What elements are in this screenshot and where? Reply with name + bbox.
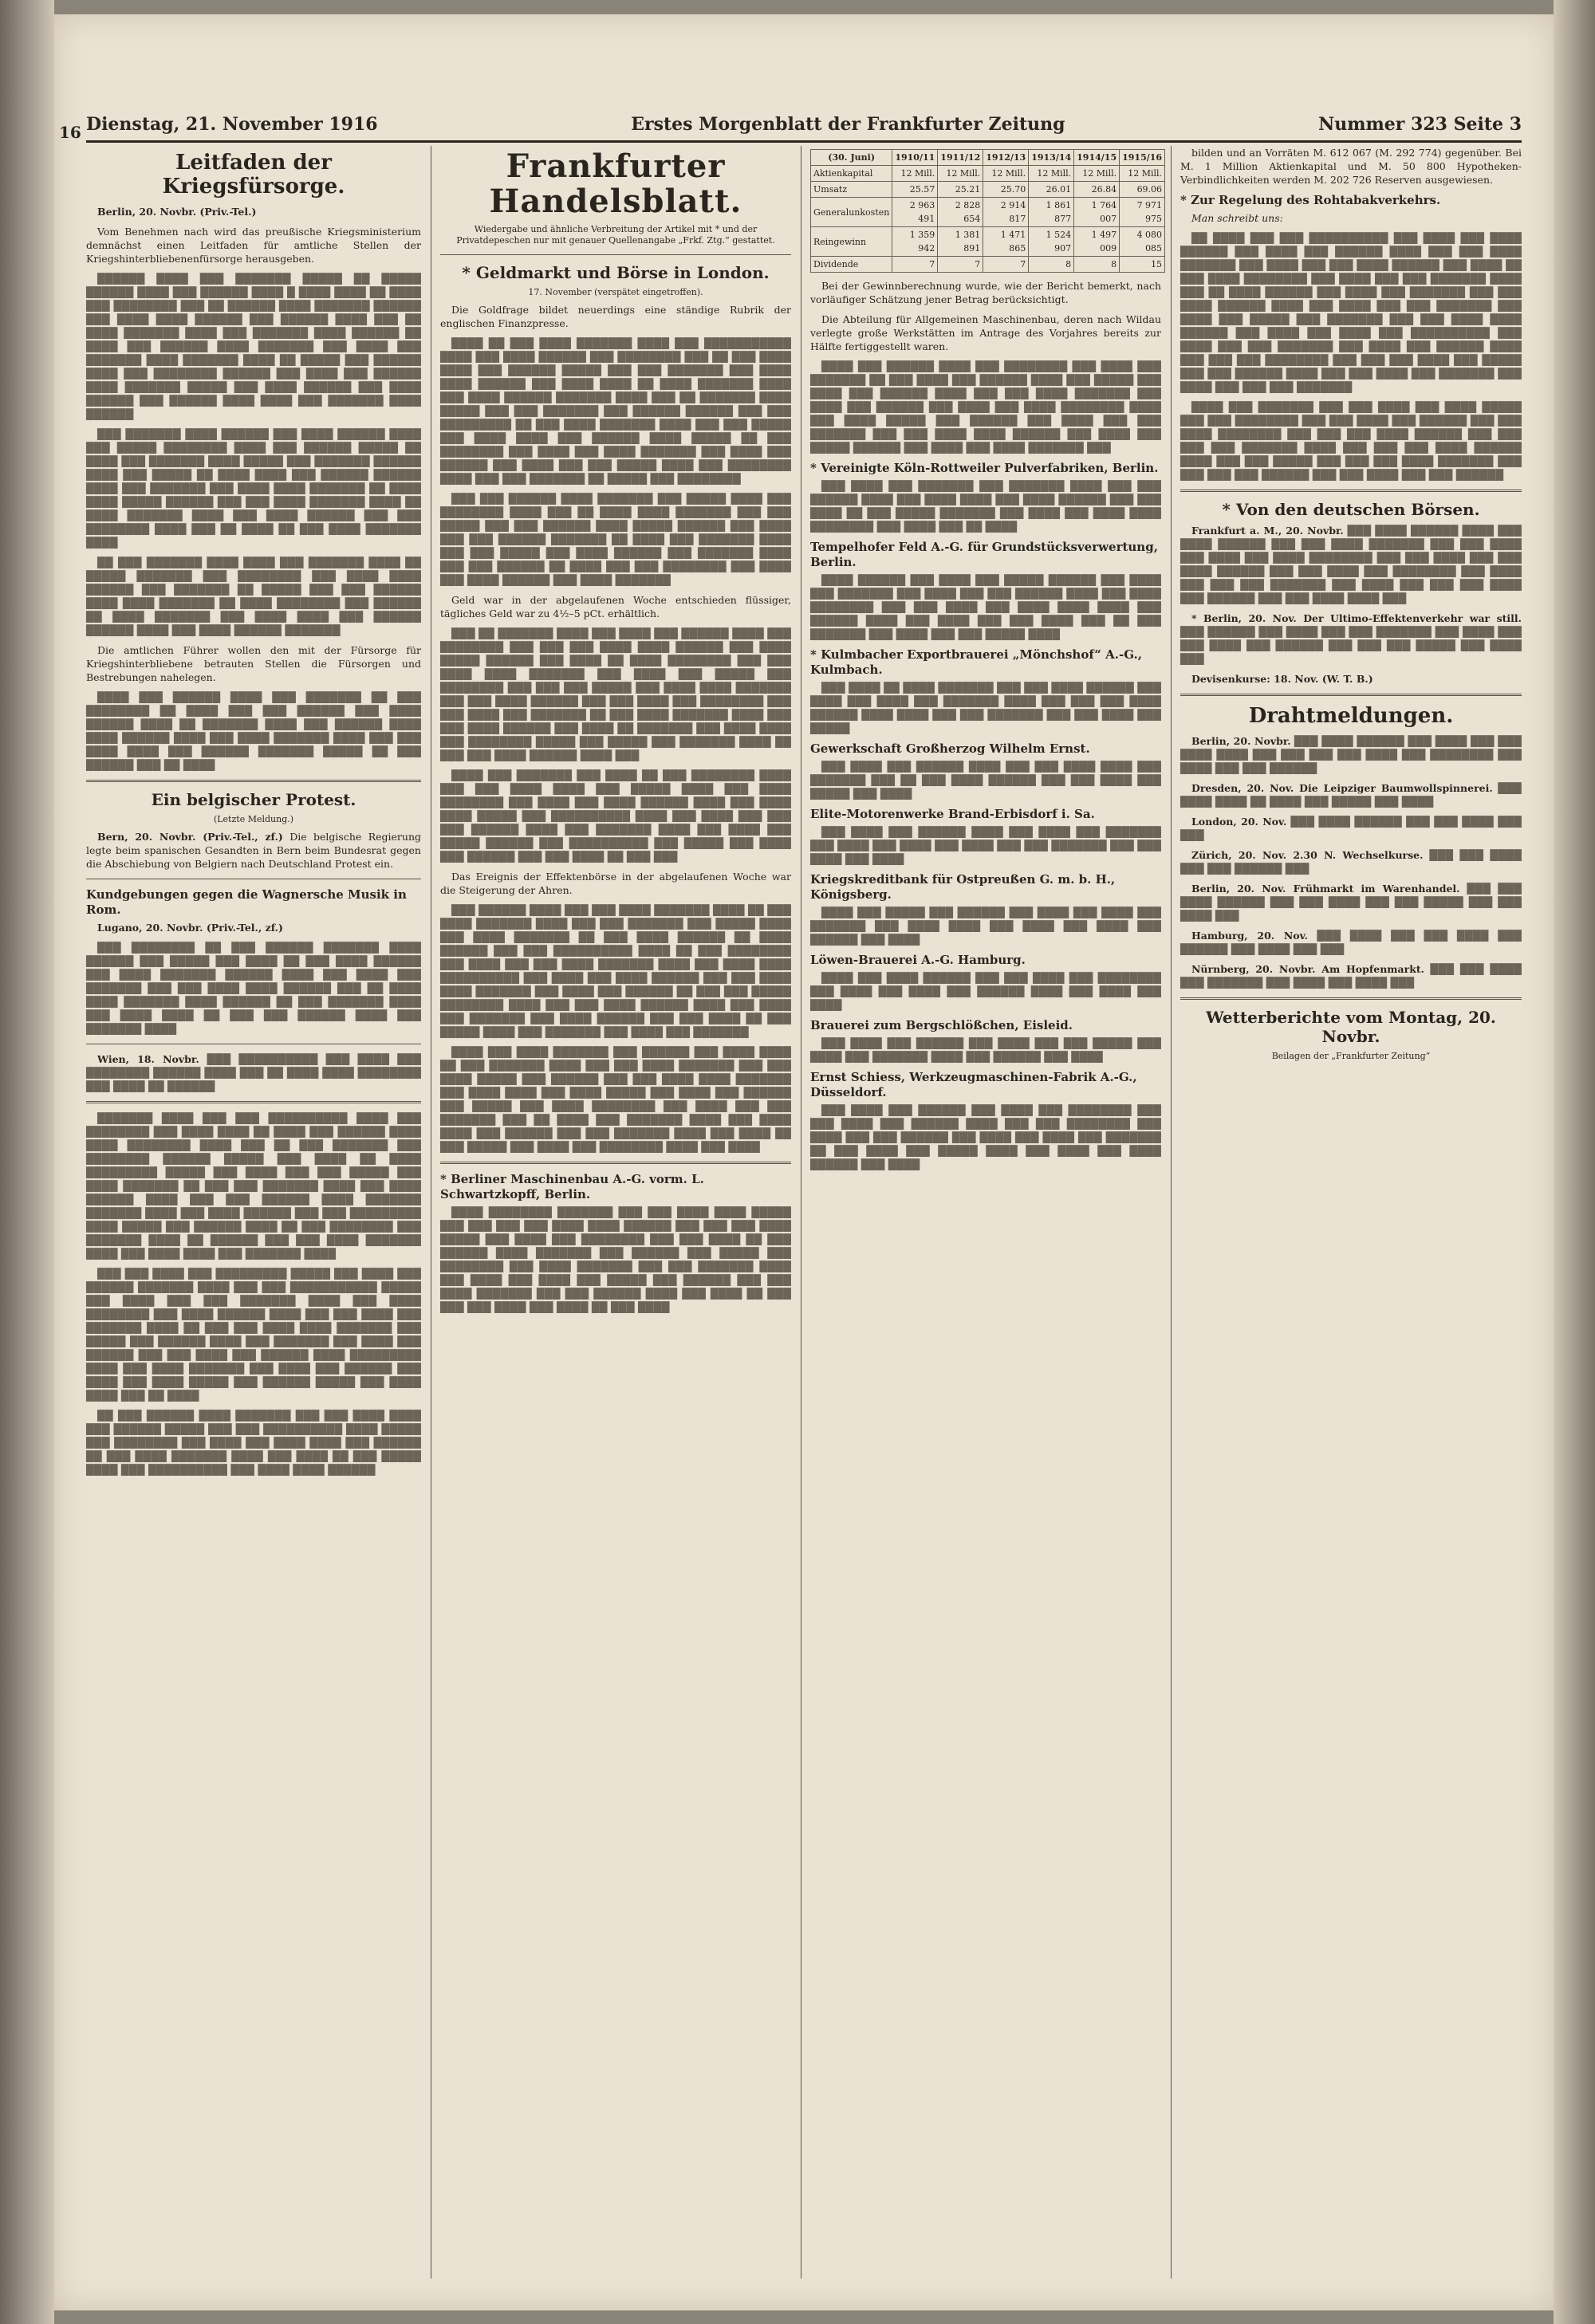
text-block: ████ ████████ ███████ ███ ███ ████ ████ █████ ███ ███ ███ ███ ████ ████ ██████ ███ ███ ███ ████ █████ ███ ████ ███ ████████ ███ ███ ████ ██ ███ ██████ ████ ███████ ███ ██████ ███ █████ ███ ████████ ███ ████ ███████ ███ ███ ███████ ████ ███ ████ ███ ████ ███ █████ ███ ██████ ███ ███ ████ ███████ ███ ███ ██████ ████ ███ ████ ██ ███ ███ ███ ████ ███ ████ ██ ███ ████ — [440, 1206, 791, 1313]
article-paragraph: Die Abteilung für Allgemeinen Maschinenbau, deren nach Wildau verlegte große Werkstätten im Antrage des Vorjahres bereits zur Hälfte fertiggestellt waren. — [810, 313, 1161, 352]
table-header-row — [811, 150, 1165, 166]
dateline: Wien, 18. Novbr. — [97, 1053, 199, 1065]
article-paragraph: Bei der Gewinnberechnung wurde, wie der Bericht bemerkt, nach vorläufiger Schätzung jener Betrag berücksichtigt. — [810, 280, 1161, 305]
text-block: ████ ███ ████ ██████ ███ ███ ████ ███ ████████ ███ ████ ███ ████ ███ ██████ ████ ███ ████ ███ ████ — [810, 972, 1161, 1011]
column-3 — [810, 146, 1161, 1178]
text-block: ████ ███ ██████ ████ ███ ███████ ██ ███ ████████ ██ ████ ███ ███ ██████ ███ ████ ██████ ████ ██ ███████ ████ ███ ██████ ████ ████ ██████ ████ ███ ████ ███████ ████ ███ ███ ████ ████ ███ ██████ ███████ █████ ██ ███ ██████ ███ ██ ████ — [86, 691, 421, 771]
table-cell: 1 359 942 — [892, 227, 938, 257]
headline-koeln-rottweiler: * Vereinigte Köln-Rottweiler Pulverfabriken, Berlin. — [810, 461, 1159, 475]
table-cell: 69.06 — [1120, 182, 1165, 198]
table-cell: 2 963 491 — [892, 198, 938, 227]
text-block: ███ ████ ███ ██████ ████ ███ ████ ███ ███████ ███ ████ ███ ████ ███ ████ ███ ███ ███████ ███ ███ ████ ███ ████ — [810, 826, 1161, 865]
table-header-cell: (30. Juni) — [811, 150, 892, 166]
table-cell: 1 764 007 — [1074, 198, 1120, 227]
table-cell: 1 524 907 — [1029, 227, 1074, 257]
table-row — [811, 227, 1165, 257]
headline-bergschloesschen: Brauerei zum Bergschlößchen, Eisleid. — [810, 1018, 1073, 1032]
table-cell: Umsatz — [811, 182, 892, 198]
table-cell: 12 Mill. — [1120, 166, 1165, 182]
masthead-number: Nummer 323 Seite 3 — [1318, 114, 1522, 135]
article-paragraph: bilden und an Vorräten M. 612 067 (M. 292 774) gegenüber. Bei M. 1 Million Aktienkapital und M. 50 800 Hypotheken-Verbindlichkeiten werden M. 202 726 Reserven ausgewiesen. — [1180, 147, 1522, 186]
headline-kriegskreditbank: Kriegskreditbank für Ostpreußen G. m. b. H., Königsberg. — [810, 872, 1116, 902]
text-block: ███ ████████ ██ ███ ██████ ███████ ████ ██████ ███ █████ ███ ████ ██ ███ ████ ██████ ███ ████ ███████ ██████ ████ ███ ████ ███ ███████ ███ ███ ████ ████ ██████ ███ ██ ████ ████ ███████ ████ ██████ ██ ███ ███████ ████ ███ ████ ████ ██ ███ ███ ██████ ████ ███ ███████ ████ — [86, 942, 421, 1035]
table-cell: 12 Mill. — [1074, 166, 1120, 182]
headline-tempelhofer-feld: Tempelhofer Feld A.-G. für Grundstücksverwertung, Berlin. — [810, 540, 1158, 569]
table-cell: Aktienkapital — [811, 166, 892, 182]
divider — [1180, 694, 1522, 696]
dateline: Nürnberg, 20. Novbr. Am Hopfenmarkt. — [1191, 963, 1424, 975]
table-cell: Generalunkosten — [811, 198, 892, 227]
table-cell: 1 471 865 — [983, 227, 1029, 257]
column-1: Leitfaden der Kriegsfürsorge. Berlin, 20. Novbr. (Priv.-Tel.) Vom Benehmen nach wird das preußische Kriegsministerium demnächst einen Leitfaden für amtliche Stellen der Kriegshinterbliebenenfürsorge herausgeben. ██████ ████ ███ ███████ █████ ██ █████ ██████ ████ ███ ██████ ████ █ ████ ████ ██ ████ ███ ████████ ███ ██ ██████ ████ ███████ ██████ ███ ████ ████ ██████ ███ ██████ ████ ███ ██ ████ ███████ ████ ███ ███████ ████ ██████ ██ ████ ███ ██████ ████ ███████ ███ ████ ███ ███████ ████ ███████ ████ ██ █████ ███ ██████ ████ ███ ████████ ██████ ███ ████ ███ ██████ ████ ███████ █████ ███ ████ ██████ ███ ████ ██████ ███ ██████ ████ ████ ███ ███████ ████ ██████ ███ ███████ ████ ██████ ███ ████ ██████ ████ ███ █████ ████████ ████ ███ ██████ █████ ██ ████ ███ ███████ ████ █████ ███ ███████ ██████ ████ ███ █████ ██ ████ ████ ███ ██████ ██████ ████ ███ ███████ ███ ████ ████ ███████ ██ ████ ████ █████ ██████ ███ ███ ████ ███████ ████ ██ ████ ███████ ████ ███ ████ ██████ ███ ███ ████████ ████ ███ ██ ████ ██ ███ ████ ███████ ████ ██ ███ ███████ ████ ████ ███ ███████ ████ ██ █████ ███████ ███ ████████ ███ ████ ████ ██████ ███ ███████ ██ █████ ███ ███ ██████ ████ ████ ███████ ██ ████ ████████ ███ ██████ ██ ████ ███████ ███ ████ ████ ███ ██████ ██████ ████ ███ ████ ██████ ███████ Die amtlichen Führer wollen den mit der Fürsorge für Kriegshinterbliebene betrauten Stellen die Fürsorgen und Bestrebungen nahelegen. ████ ███ ██████ ████ ███ ███████ ██ ███ ████████ ██ ████ ███ ███ ██████ ███ ████ ██████ ████ ██ ███████ ████ ███ ██████ ████ ████ ██████ ████ ███ ████ ███████ ████ ███ ███ ████ ████ ███ ██████ ███████ █████ ██ ███ ██████ ███ ██ ████ Ein belgischer Protest. (Letzte Meldung.) Bern, 20. Novbr. (Priv.-Tel., zf.) Die belgische Regierung legte beim spanischen Gesandten in Bern beim Bundesrat gegen die Abschiebung von Belgiern nach Deutschland Protest ein. Kundgebungen gegen die Wagnersche Musik in Rom. Lugano, 20. Novbr. (Priv.-Tel., zf.) ███ ████████ ██ ███ ██████ ███████ ████ ██████ ███ █████ ███ ████ ██ ███ ████ ██████ ███ ████ ███████ ██████ ████ ███ ████ ███ ███████ ███ ███ ████ ████ ██████ ███ ██ ████ ████ ███████ ████ ██████ ██ ███ ███████ ████ ███ ████ ████ ██ ███ ███ ██████ ████ ███ ███████ ████ Wien, 18. Novbr. ███ ██████████ ███ ████ ███ ████████ ██████ ████ ███ ██ ████ ████ ████████ ███ ████ ██ ██████ ███████ ████ ███ ███ ██████████ ████ ███ ████████ ███ ████ ████ ██ ████ ███ ██████ ████ ████ ████████ ████ ███ ██ ███ ███████ ███ ████████ ██████ █████ ███ ████ ██ ████ █████████ █████ ███ ████ ███ ███ █████ ███ ████ ███████ ██ ███ ███ ███████ ████ ███ ████ ██████ ████ ███ ███ ██████ ████ ███████ ███████ ████ ███ ████ ██████ ███ ███ █████████ ████ █████ ███ ██████ ████ ██ ███ ████████ ███ ███████ ████ ██ ██████ ███ ███ ████ ███████ ████ ███ ████ ████ ███ ███████ ████ ███ ███ ████ ███ █████████ █████ ███ ████ ███ ██████ ███████ ████ ███ ███ ███████████ █████ ███ ████ ███ ███ ███████ ████ ███ ████ ████████ ███ ████ ██████ ████ ███ ███ ████ ███ ███████ ████ ██ ███ ███ ████ ████ ███████ ███ █████ ███ ██████ ████ ███ ███████ ███ ████ ███ ██████ ███ ███ ████ ███ ██████ ████ █████████ ████ ███ ████ ███████ ███ ████ ███ ██████ ███ ████ ███ ████ █████ ███ ██████ █████ ███ ████ ████ ███ ██ ████ ██ ███ ██████ ████ ███████ ███ ███ ████ ████ ███ ██████ █████ ███ ███ ██████████ ████ █████ ███ ████████ ███ ████ ███ ████ ████ ███ ██████ ██ ███ ████ ███████ ████ ███ ████ ██ ███ █████ ████ ███ ██████████ ███ ████ ████ ██████ — [86, 151, 421, 1476]
table-header-cell: 1912/13 — [983, 150, 1029, 166]
table-cell: 4 080 085 — [1120, 227, 1165, 257]
text-block: ████ ███ ██████ ████ ███ ████████ ███ ████ ███ ███████ ██ ███ ████ ███ ██████ ████ ███ █████ ███ ████ ███ ██████ ████ ███ ███ ████ ███████ ███ ████ ███ ██████ ███ ████ ███ ████ ████████ ████ ███ ████ █████ ███ ██████ ███ ████ ███ ███ ███████ ███ ███ ████ ████ ██████ ███ ████ ███ █████ ██████ ███ ████ ███ ████ ███████ ███ — [810, 360, 1161, 454]
text-block: ███ ██ ███████ ████ ███ ████ ███ ██████ ████ ███ ████████ ███ ███ ███ ████ ████ ██████ ███ ████ █████ ██████ ███ ████ ██ ████ ████████ ███ ███ ████ ████ ███████ ███ ████ ███ █████ ███ ████████ ███ ███ ███ █████ ███ ████ ████ ███████ ███ ███ ████ ██████ ███ ███ ████ ███ ████████ ███ ███ ████ ███ ███████ ██ ███ ████ ███████ ████ ███ ███ ████ ██████ ███ ████ ██ ███████ ███ ████ ████ ███ ████████ █████ ███ █████ ███ ███████ ████ ██ ███ ███ ████ ██████ ████ ███ — [440, 627, 791, 761]
table-cell: 12 Mill. — [892, 166, 938, 182]
headline-loewen-brauerei: Löwen-Brauerei A.-G. Hamburg. — [810, 953, 1026, 967]
text-block: ████ ███ ████ ███████ ███ ██████ ███ ████ ████ ██ ███ ███████ ████ ███ ███ ████ ███████ ███ ███ ████ █████ ███ ██████ ███ ███ ████ ████ ███████ ███ ████ ████ ███ ████ █████ ███ ████ ███ ██████ ███ █████ ███ ████ ████████ ███ ████ ███ ███ ███████ ███ ██ ████ ███ ███████ ████ ███ ████ ████ ███ ██████ ███ ███ ███████ ████ ███ ████ ██ ███ █████ ███ ████ ███ ████████ ████ ███ ████ — [440, 1046, 791, 1153]
divider — [1180, 490, 1522, 492]
headline-elite-motorenwerke: Elite-Motorenwerke Brand-Erbisdorf i. Sa. — [810, 807, 1095, 821]
headline-grossherzog: Gewerkschaft Großherzog Wilhelm Ernst. — [810, 741, 1090, 756]
table-cell: 7 — [938, 257, 983, 273]
dateline: Berlin, 20. Nov. Frühmarkt im Warenhandel. — [1191, 883, 1460, 895]
text-block: ██ ███ ██████ ████ ███████ ███ ███ ████ ████ ███ ██████ █████ ███ ███ ██████████ ████ █████ ███ ████████ ███ ████ ███ ████ ████ ███ ██████ ██ ███ ████ ███████ ████ ███ ████ ██ ███ █████ ████ ███ ██████████ ███ ████ ████ ██████ — [86, 1410, 421, 1476]
table-row — [811, 182, 1165, 198]
headline-handelsblatt: Frankfurter Handelsblatt. — [489, 147, 742, 220]
headline-rohtabak: * Zur Regelung des Rohtabakverkehrs. — [1180, 193, 1441, 207]
text-block: ███████ ████ ███ ███ ██████████ ████ ███ ████████ ███ ████ ████ ██ ████ ███ ██████ ████ ████ ████████ ████ ███ ██ ███ ███████ ███ ████████ ██████ █████ ███ ████ ██ ████ █████████ █████ ███ ████ ███ ███ █████ ███ ████ ███████ ██ ███ ███ ███████ ████ ███ ████ ██████ ████ ███ ███ ██████ ████ ███████ ███████ ████ ███ ████ ██████ ███ ███ █████████ ████ █████ ███ ██████ ████ ██ ███ ████████ ███ ███████ ████ ██ ██████ ███ ███ ████ ███████ ████ ███ ████ ████ ███ ███████ ████ — [86, 1112, 421, 1260]
dateline: Zürich, 20. Nov. 2.30 N. Wechselkurse. — [1191, 849, 1424, 861]
headline-kulmbacher: * Kulmbacher Exportbrauerei „Mönchshof“ A.-G., Kulmbach. — [810, 647, 1142, 677]
devisen-label: Devisenkurse: 18. Nov. (W. T. B.) — [1191, 673, 1373, 685]
headline-ernst-schiess: Ernst Schiess, Werkzeugmaschinen-Fabrik A.-G., Düsseldorf. — [810, 1070, 1137, 1099]
table-cell: Dividende — [811, 257, 892, 273]
table-cell: 2 914 817 — [983, 198, 1029, 227]
table-cell: 15 — [1120, 257, 1165, 273]
table-cell: 12 Mill. — [938, 166, 983, 182]
text-block: ███ ████ ███ ██████ ███ ████ ███ ████████ ███ ███ ████ ███ ██████ ████ ███ ███ ████████ ███ ████ ███ ███ ██████ ███ ████ ███ ████ ███ ███████ ██ ███ ████ ███ █████ ████ ███ ████ ███ ████ ██████ ███ ████ — [810, 1104, 1161, 1170]
dateline: Berlin, 20. Novbr. — [1191, 735, 1291, 747]
table-header-cell: 1911/12 — [938, 150, 983, 166]
masthead-date: Dienstag, 21. November 1916 — [86, 114, 378, 135]
subheading: (Letzte Meldung.) — [213, 814, 294, 824]
table-header-cell: 1913/14 — [1029, 150, 1074, 166]
divider — [86, 780, 421, 782]
text-block: ███ ██████ ████ ███ ███ ████ ███████ ████ ██ ███ ████ ███████ ████ ███ ███ ███████ ███ █████ ████ ███ ████ ███████ ██ ███ ████ ██████ ██ ████ ██████ ███ ███ ██████████ ████ ██ ███ ████████ ███ ████ ███ ███ ████ ███████ ████ ███ ████ ████ ██████████ ███ ████ ███ ████ ██████ ███ ███ ████ ████ ███████ ███ ████ ███ ██████ ██ ███ ███ █████ ████████ ████ ███ ███ ████ ██████ ████ ███ ████ ███ ███████ ███ ████ ██████ ███ ███ ████ ██ ███ █████ ████ ███ ███████ ███ ████ ███ ███████ — [440, 904, 791, 1038]
table-row — [811, 257, 1165, 273]
headline-geldmarkt-london: * Geldmarkt und Börse in London. — [462, 263, 770, 282]
left-page-number: 16 — [59, 123, 81, 142]
headline-wagner-rom: Kundgebungen gegen die Wagnersche Musik in Rom. — [86, 887, 407, 917]
dateline: Frankfurt a. M., 20. Novbr. — [1191, 525, 1344, 537]
table-cell: 8 — [1074, 257, 1120, 273]
headline-belgischer-protest: Ein belgischer Protest. — [151, 790, 356, 809]
table-cell: 25.70 — [983, 182, 1029, 198]
table-cell: 26.84 — [1074, 182, 1120, 198]
table-cell: 8 — [1029, 257, 1074, 273]
divider — [440, 254, 791, 255]
text-block: ████ ███ ███████ ███ ████ ██ ███ ████████ ████ ███ ███ ████ ████ ███ █████ ████ ███ ████ ████████ ███ ████ ███ ████ ██████ ████ ███ ████ ████ █████ ███ ██████████ ████ ███ ████ ███ ███ ███ ██████ ████ ███ ███████ ████ ███ ████ ███ █████ ██████ ███ ██████████ ███ █████ ███ ████ ███ ██████ ███ ███ ████ ██ ███ ███ — [440, 769, 791, 863]
subheading: Beilagen der „Frankfurter Zeitung“ — [1271, 1051, 1431, 1061]
table-cell: 12 Mill. — [983, 166, 1029, 182]
newspaper-page — [54, 14, 1554, 2310]
article-paragraph: Das Ereignis der Effektenbörse in der abgelaufenen Woche war die Steigerung der Ahren. — [440, 871, 791, 896]
column-2 — [440, 146, 791, 1320]
subheading: Man schreibt uns: — [1191, 212, 1283, 224]
article-paragraph: Die amtlichen Führer wollen den mit der Fürsorge für Kriegshinterbliebene betrauten Stellen die Fürsorgen und Bestrebungen nahelegen. — [86, 644, 421, 683]
dateline: Dresden, 20. Nov. Die Leipziger Baumwollspinnerei. — [1191, 782, 1493, 794]
table-header-cell: 1914/15 — [1074, 150, 1120, 166]
table-header-cell: 1910/11 — [892, 150, 938, 166]
table-cell: 1 497 009 — [1074, 227, 1120, 257]
table-cell: 1 861 877 — [1029, 198, 1074, 227]
table-cell: 2 828 654 — [938, 198, 983, 227]
table-header-cell: 1915/16 — [1120, 150, 1165, 166]
article-paragraph: Die belgische Regierung legte beim spanischen Gesandten in Bern beim Bundesrat gegen die Abschiebung von Belgiern nach Deutschland Protest ein. — [86, 831, 421, 870]
financial-table — [810, 149, 1165, 273]
table-cell: 1 381 891 — [938, 227, 983, 257]
headline-schwartzkopff: * Berliner Maschinenbau A.-G. vorm. L. Schwartzkopff, Berlin. — [440, 1172, 704, 1201]
text-block: ██ ████ ███ ███ ██████████ ███ ████ ███ ████ ██████ ███ ████ ███ ██████ ████ ███ ███ ████ ███████ ███ ████ ███ ███ ████ ██████ ███ ████ ██ ███ ████ ████████ ███ ████ ███ ███ ███████ ████ ███ ██ ████ ██████ ███ ████ ███ ███████ ███ ███ ████ ██████ ████ ███ ████ ███ ███ ███████ ███ ████ ███ █████ ███ ███████ ███ ███ ████ ████ ██████ ███ ████ ███ ████ ███ ██████████ ███ ████ ███ ███ ███████ ███ ████ ███ ██████ ████ ███ ███ ███ ████████ ███ ███ ███ ████ ███ █████ ███ ███ ██████ ████ ███ ███ ████ ███ ███████ ███ ████ ███ ███ ███ ███████ — [1180, 232, 1522, 393]
text-block: ███ ███ ██████ ████ ███████ ███ █████ ████ ███ ████████ ████ ███ ██ ████ ████ ███████ ███ ███ █████ ███ ███ ██████ ████ █████ ██████ ███ ████ ███ ███ ██████ ███████ ██ ████ ███ ███████ ████ ███ ███ █████ ███ ████ ██████ ███ ███████ ████ ███ ███ ██████ ██ ████ ███ ███ ████████ ███ ████ ███ ████ ██████ ███ ████ ███████ — [440, 493, 791, 586]
text-block: ██████ ████ ███ ███████ █████ ██ █████ ██████ ████ ███ ██████ ████ █ ████ ████ ██ ████ ███ ████████ ███ ██ ██████ ████ ███████ ██████ ███ ████ ████ ██████ ███ ██████ ████ ███ ██ ████ ███████ ████ ███ ███████ ████ ██████ ██ ████ ███ ██████ ████ ███████ ███ ████ ███ ███████ ████ ███████ ████ ██ █████ ███ ██████ ████ ███ ████████ ██████ ███ ████ ███ ██████ ████ ███████ █████ ███ ████ ██████ ███ ████ ██████ ███ ██████ ████ ████ ███ ███████ ████ ██████ — [86, 273, 421, 420]
text-block: ████ ███ ███████ ███ ███ ████ ███ ████ █████ ███ ███ ████████ ███ ███ ████ ███ ██████ ███ ███ ████ ████████ ███ ███ ███ ████ ██████ ███ ███ ███ ███ ███████ ████ ███ ███ ███ ████ ██████ ████ ███ ███ █████ ███ ███ ███ ████ ███████ ███ ███ ███ ███ ██████ ███ ███ ████ ███ ███ ██████ — [1180, 401, 1522, 481]
dateline: Hamburg, 20. Nov. — [1191, 930, 1309, 942]
article-paragraph: Geld war in der abgelaufenen Woche entschieden flüssiger, tägliches Geld war zu 4½–5 pCt. erhältlich. — [440, 594, 791, 619]
table-cell: 7 — [892, 257, 938, 273]
table-row — [811, 198, 1165, 227]
table-cell: Reingewinn — [811, 227, 892, 257]
text-block: ████ ██████ ███ ████ ███ █████ ██████ ███ ████ ███ ███████ ███ ████ ███ ███ ██████ ████ ███ ████ ████████ ███ ███ ████ ███ ████ ████ ████ ███ ██████ ████ ███ ████ ███ ███ ████ ███ ██ ███ ███████ ███ ████ ███ ███ █████ ████ — [810, 574, 1161, 640]
text-block: ███ ████ ██ ████ ███████ ███ ███ ████ ██████ ███ ████ ███ ████ ███ ███████ ████ ███ ███ ███ ████ ██████ ████ ████ ███ ███ ███████ ███ ███ ████ ███ █████ — [810, 682, 1161, 734]
masthead — [86, 108, 1522, 143]
dateline: Lugano, 20. Novbr. (Priv.-Tel., zf.) — [97, 922, 283, 934]
text-block: ████ ███ █████ ███ ██████ ███ ████ ███ ████ ███ ███████ ███ ████ ████ ███ ████ ███ ████ ███ ██████ ███ ████ — [810, 906, 1161, 946]
table-cell: 12 Mill. — [1029, 166, 1074, 182]
table-cell: 25.21 — [938, 182, 983, 198]
divider — [86, 1101, 421, 1103]
table-cell: 7 971 975 — [1120, 198, 1165, 227]
article-paragraph: Vom Benehmen nach wird das preußische Kriegsministerium demnächst einen Leitfaden für amtliche Stellen der Kriegshinterbliebenenfürsorge herausgeben. — [86, 226, 421, 265]
dateline: London, 20. Nov. — [1191, 816, 1287, 828]
text-block: ███ ███ ████ ███ █████████ █████ ███ ████ ███ ██████ ███████ ████ ███ ███ ███████████ █████ ███ ████ ███ ███ ███████ ████ ███ ████ ████████ ███ ████ ██████ ████ ███ ███ ████ ███ ███████ ████ ██ ███ ███ ████ ████ ███████ ███ █████ ███ ██████ ████ ███ ███████ ███ ████ ███ ██████ ███ ███ ████ ███ ██████ ████ █████████ ████ ███ ████ ███████ ███ ████ ███ ██████ ███ ████ ███ ████ █████ ███ ██████ █████ ███ ████ ████ ███ ██ ████ — [86, 1268, 421, 1402]
dateline: * Berlin, 20. Nov. Der Ultimo-Effektenverkehr war still. — [1191, 612, 1522, 624]
dateline: Bern, 20. Novbr. (Priv.-Tel., zf.) — [97, 831, 283, 843]
masthead-edition: Erstes Morgenblatt der Frankfurter Zeitung — [631, 114, 1065, 135]
text-block: ███ ████ ███ ██████ ████ ███ ███ ████ ████ ███ ███████ ███ ██ ███ ████ ██████ ███ ███ ████ ███ █████ ███ ████ — [810, 761, 1161, 800]
text-block: ██ ███ ███████ ████ ████ ███ ███████ ████ ██ █████ ███████ ███ ████████ ███ ████ ████ ██████ ███ ███████ ██ █████ ███ ███ ██████ ████ ████ ███████ ██ ████ ████████ ███ ██████ ██ ████ ███████ ███ ████ ████ ███ ██████ ██████ ████ ███ ████ ██████ ███████ — [86, 556, 421, 636]
headline-kriegsfuersorge: Leitfaden der Kriegsfürsorge. — [162, 151, 345, 199]
column-rule — [1171, 146, 1172, 2279]
text-block: ███ ████ ███ ██████ ███ ████ ███ ███ █████ ███ ████ ███ ███████ ████ ███ ██████ ███ ████ — [810, 1037, 1161, 1063]
text-block: ████ ██ ███ ████ ███████ ████ ███ ███████████ ████ ███ ████ ██████ ███ ████████ ███ ██ ███ ████ ████ ███ ██████ █████ ███ ███ ███████ ███ ████ ████ ██████ ███ ████ ████ ██ ████ ███████ ████ ███ ████ ██████ ███████ ████ ███ ██ ███████ ████ █████ ███ ███ ███████ ███ ██████ ██████ ███ ███ █████████ ██ ███ ████ ███████ ████ ███ ███ █████ ███ ████ ████ ███ ██████ ████ █████ ██ ███ ████████ ███ ████ ███ ████ ███████ ███ ████ ███ ██████ ███ ████ ███ ███ █████ ████ ███ ████████ ████ ███ ███ ███████ ██ █████ ███ ████████ — [440, 337, 791, 485]
table-cell: 7 — [983, 257, 1029, 273]
section-date: 17. November (verspätet eingetroffen). — [528, 287, 703, 297]
column-4: bilden und an Vorräten M. 612 067 (M. 292 774) gegenüber. Bei M. 1 Million Aktienkapital und M. 50 800 Hypotheken-Verbindlichkeiten werden M. 202 726 Reserven ausgewiesen. * Zur Regelung des Rohtabakverkehrs. Man schreibt uns: ██ ████ ███ ███ ██████████ ███ ████ ███ ████ ██████ ███ ████ ███ ██████ ████ ███ ███ ████ ███████ ███ ████ ███ ███ ████ ██████ ███ ████ ██ ███ ████ ████████ ███ ████ ███ ███ ███████ ████ ███ ██ ████ ██████ ███ ████ ███ ███████ ███ ███ ████ ██████ ████ ███ ████ ███ ███ ███████ ███ ████ ███ █████ ███ ███████ ███ ███ ████ ████ ██████ ███ ████ ███ ████ ███ ██████████ ███ ████ ███ ███ ███████ ███ ████ ███ ██████ ████ ███ ███ ███ ████████ ███ ███ ███ ████ ███ █████ ███ ███ ██████ ████ ███ ███ ████ ███ ███████ ███ ████ ███ ███ ███ ███████ ████ ███ ███████ ███ ███ ████ ███ ████ █████ ███ ███ ████████ ███ ███ ████ ███ ██████ ███ ███ ████ ████████ ███ ███ ███ ████ ██████ ███ ███ ███ ███ ███████ ████ ███ ███ ███ ████ ██████ ████ ███ ███ █████ ███ ███ ███ ████ ███████ ███ ███ ███ ███ ██████ ███ ███ ████ ███ ███ ██████ * Von den deutschen Börsen. Frankfurt a. M., 20. Novbr. ███ ████ ██████ ████ ███ ████ ██████ ███ ███ ████ ███████ ███ ███ ████ ███ ████ ███ ████ ████████ ███ ███ ████ ███ ███ ████ ██████ ███ ███ ████ ███ ████████ ███ ████ ███ ███ ███ ███████ ███ ████ ███ ███ ███ ████ ███ ██████ ███ ███ ████ ████ ███ * Berlin, 20. Nov. Der Ultimo-Effektenverkehr war still. ███ ██████ ███ ████ ███ ███ ███████ ███ ████ ███ ███ ████ ███ ██████ ███ ███ ███ █████ ███ ████ ███ Devisenkurse: 18. Nov. (W. T. B.) Drahtmeldungen. Berlin, 20. Novbr. ███ ████ ██████ ███ ████ ███ ███ ████ ████ ███ ███ ███ ███ ████ ███ ████████ ███ ████ ███ ███ ██████ Dresden, 20. Nov. Die Leipziger Baumwollspinnerei. ███ ████ ████ ██ ████ ███ █████ ███ ████ London, 20. Nov. ███ ████ ██████ ███ ███ ████ ███ ███ Zürich, 20. Nov. 2.30 N. Wechselkurse. ███ ███ ████ ███ ███ ██████ ███ Berlin, 20. Nov. Frühmarkt im Warenhandel. ███ ███ ████ ██████ ███ ███ ████ ███ ███ █████ ███ ███ ████ ███ Hamburg, 20. Nov. ███ ████ ███ ███ ████ ███ ██████ ███ ████ ███ ███ Nürnberg, 20. Novbr. Am Hopfenmarkt. ███ ███ ████ ███ ███████ ███ ████ ███ ████ ███ Wetterberichte vom Montag, 20. Novbr. Beilagen der „Frankfurter Zeitung“ — [1180, 147, 1522, 1061]
reprint-note: Wiedergabe und ähnliche Verbreitung der Artikel mit * und der Privatdepeschen nur mit genauer Quellenangabe „Frkf. Ztg.“ gestattet. — [456, 224, 775, 246]
dateline: Berlin, 20. Novbr. (Priv.-Tel.) — [97, 206, 257, 218]
article-paragraph: Die Goldfrage bildet neuerdings eine ständige Rubrik der englischen Finanzpresse. — [440, 304, 791, 329]
divider — [440, 1162, 791, 1164]
table-row — [811, 166, 1165, 182]
headline-deutsche-boersen: * Von den deutschen Börsen. — [1222, 500, 1480, 519]
table-cell: 26.01 — [1029, 182, 1074, 198]
page-edge — [1554, 0, 1595, 2324]
divider — [1180, 997, 1522, 1000]
table-cell: 25.57 — [892, 182, 938, 198]
headline-wetterberichte: Wetterberichte vom Montag, 20. Novbr. — [1206, 1008, 1496, 1046]
headline-drahtmeldungen: Drahtmeldungen. — [1248, 704, 1454, 728]
text-block: ███ ████ ███ ███████ ███ ███████ ████ ███ ███ ██████ ████ ███ ████ ████ ███ ████ ██████ ███ ███ ████ ██ ███ █████ ███████ ███ ████ ███ ████ ████ ████████ ███ ████ ███ ██ ████ — [810, 480, 1161, 533]
book-binding — [0, 0, 54, 2324]
text-block: ███ ███████ ████ ██████ ███ ████ ██████ ████ ███ █████ ████████ ████ ███ ██████ █████ ██ ████ ███ ███████ ████ █████ ███ ███████ ██████ ████ ███ █████ ██ ████ ████ ███ ██████ ██████ ████ ███ ███████ ███ ████ ████ ███████ ██ ████ ████ █████ ██████ ███ ███ ████ ███████ ████ ██ ████ ███████ ████ ███ ████ ██████ ███ ███ ████████ ████ ███ ██ ████ ██ ███ ████ ███████ ████ — [86, 428, 421, 549]
